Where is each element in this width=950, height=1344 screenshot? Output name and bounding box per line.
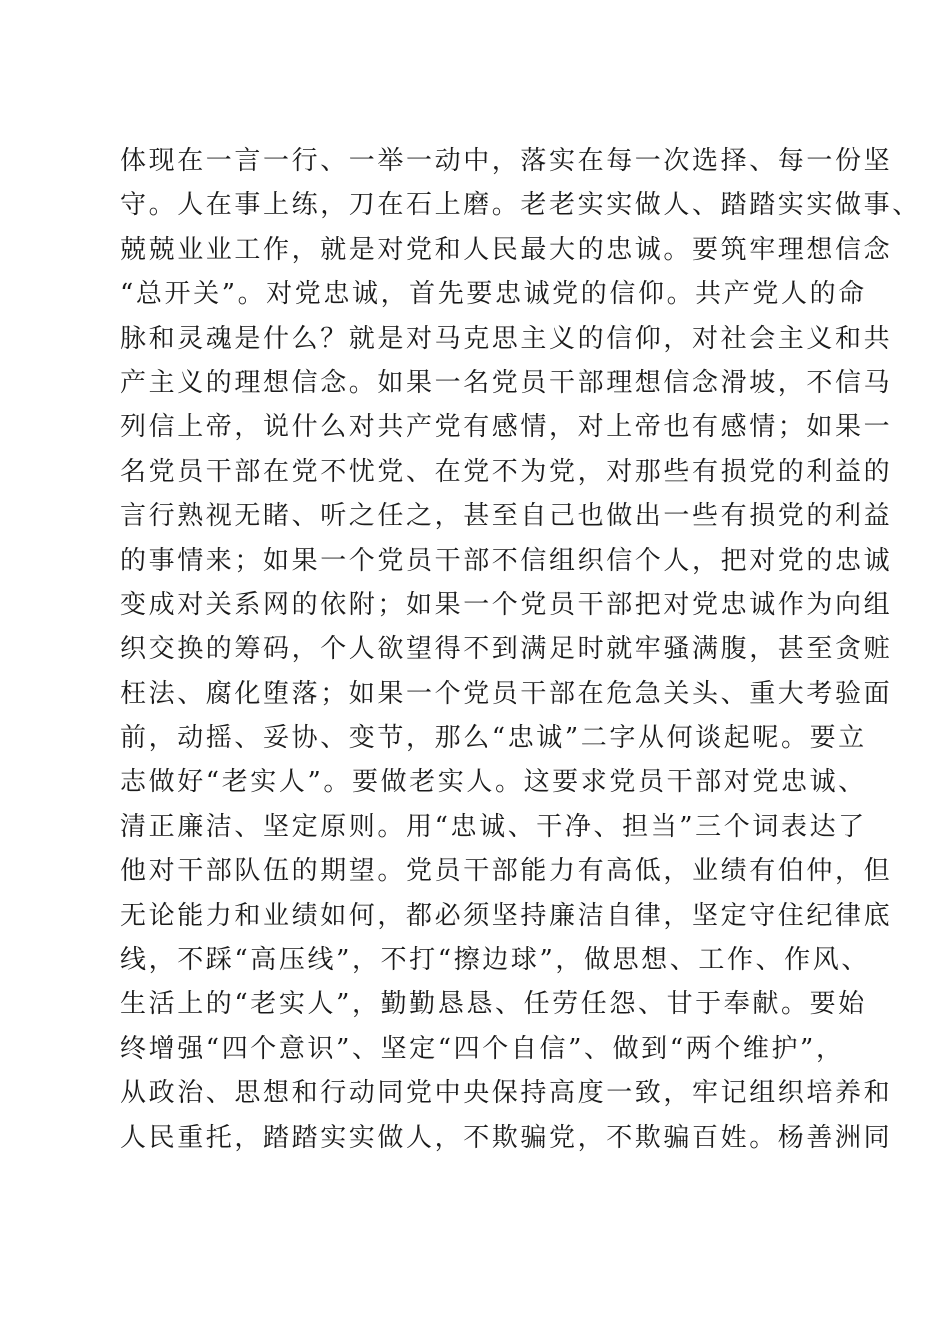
text-line: 人民重托，踏踏实实做人，不欺骗党，不欺骗百姓。杨善洲同 xyxy=(120,1122,893,1153)
text-line: 产主义的理想信念。如果一名党员干部理想信念滑坡，不信马 xyxy=(120,367,893,398)
text-line: 终增强“四个意识”、坚定“四个自信”、做到“两个维护”， xyxy=(120,1033,845,1064)
text-line: 言行熟视无睹、听之任之，甚至自己也做出一些有损党的利益 xyxy=(120,501,893,532)
text-line: “总开关”。对党忠诚，首先要忠诚党的信仰。共产党人的命 xyxy=(120,279,867,310)
text-line: 变成对关系网的依附；如果一个党员干部把对党忠诚作为向组 xyxy=(120,589,893,620)
text-line: 兢兢业业工作，就是对党和人民最大的忠诚。要筑牢理想信念 xyxy=(120,234,893,265)
text-line: 织交换的筹码，个人欲望得不到满足时就牢骚满腹，甚至贪赃 xyxy=(120,634,893,665)
text-line: 志做好“老实人”。要做老实人。这要求党员干部对党忠诚、 xyxy=(120,767,867,798)
text-line: 脉和灵魂是什么？就是对马克思主义的信仰，对社会主义和共 xyxy=(120,323,893,354)
body-paragraph xyxy=(120,139,921,1160)
text-line: 无论能力和业绩如何，都必须坚持廉洁自律，坚定守住纪律底 xyxy=(120,900,893,931)
text-line: 前，动摇、妥协、变节，那么“忠诚”二字从何谈起呢。要立 xyxy=(120,723,867,754)
text-line: 生活上的“老实人”，勤勤恳恳、任劳任怨、甘于奉献。要始 xyxy=(120,989,867,1020)
text-line: 他对干部队伍的期望。党员干部能力有高低，业绩有伯仲，但 xyxy=(120,856,893,887)
text-line: 名党员干部在党不忧党、在党不为党，对那些有损党的利益的 xyxy=(120,456,893,487)
text-line: 体现在一言一行、一举一动中，落实在每一次选择、每一份坚 xyxy=(120,146,893,176)
text-line: 清正廉洁、坚定原则。用“忠诚、干净、担当”三个词表达了 xyxy=(120,811,867,842)
text-line: 守。人在事上练，刀在石上磨。老老实实做人、踏踏实实做事、 xyxy=(120,190,921,221)
text-line: 的事情来；如果一个党员干部不信组织信个人，把对党的忠诚 xyxy=(120,545,893,576)
text-line: 从政治、思想和行动同党中央保持高度一致，牢记组织培养和 xyxy=(120,1078,893,1109)
text-line: 枉法、腐化堕落；如果一个党员干部在危急关头、重大考验面 xyxy=(120,678,893,709)
text-line: 线，不踩“高压线”，不打“擦边球”，做思想、工作、作风、 xyxy=(120,945,870,976)
text-line: 列信上帝，说什么对共产党有感情，对上帝也有感情；如果一 xyxy=(120,412,893,443)
